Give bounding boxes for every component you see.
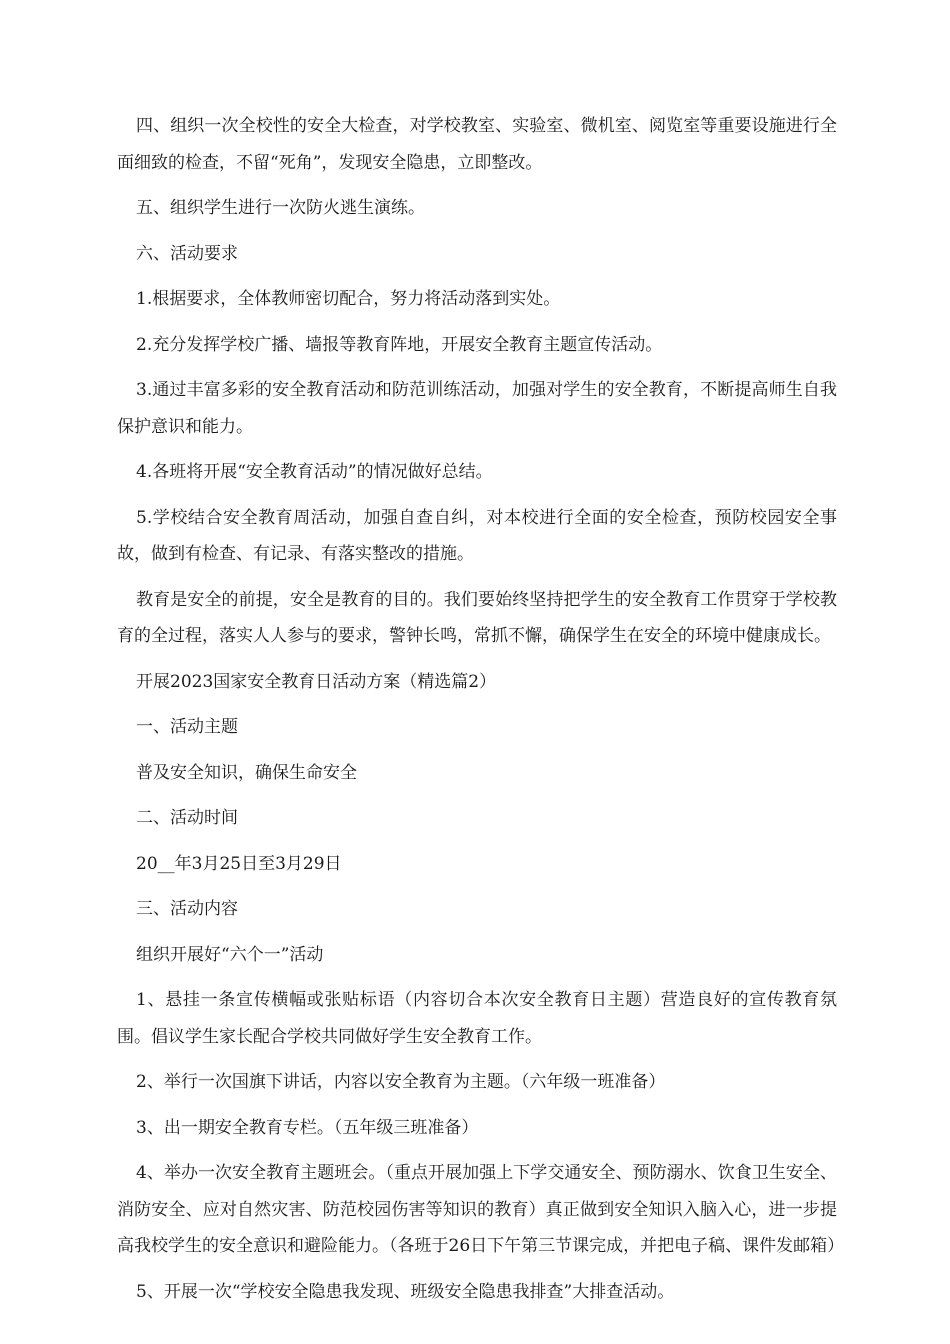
paragraph-item-1: 1、悬挂一条宣传横幅或张贴标语（内容切合本次安全教育日主题）营造良好的宣传教育氛围。倡议学生家长配合学校共同做好学生安全教育工作。 bbox=[117, 990, 837, 1047]
heading-activity-theme: 一、活动主题 bbox=[136, 717, 238, 737]
paragraph-conclusion: 教育是安全的前提，安全是教育的目的。我们要始终坚持把学生的安全教育工作贯穿于学校教育的全过程，落实人人参与的要求，警钟长鸣，常抓不懈，确保学生在安全的环境中健康成长。 bbox=[117, 589, 837, 646]
paragraph-requirement-1: 1.根据要求，全体教师密切配合，努力将活动落到实处。 bbox=[136, 289, 561, 309]
section-title-plan-2: 开展2023国家安全教育日活动方案（精选篇2） bbox=[136, 671, 497, 692]
document-page bbox=[117, 108, 845, 1319]
paragraph-requirement-4: 4.各班将开展“安全教育活动”的情况做好总结。 bbox=[136, 462, 493, 482]
heading-activity-requirements: 六、活动要求 bbox=[136, 243, 238, 264]
heading-activity-content: 三、活动内容 bbox=[136, 899, 238, 919]
paragraph-item-3: 3、出一期安全教育专栏。（五年级三班准备） bbox=[136, 1117, 479, 1138]
paragraph-inspection: 四、组织一次全校性的安全大检查，对学校教室、实验室、微机室、阅览室等重要设施进行全面细致的检查，不留“死角”，发现安全隐患，立即整改。 bbox=[117, 116, 837, 173]
paragraph-requirement-5: 5.学校结合安全教育周活动，加强自查自纠，对本校进行全面的安全检查，预防校园安全事故，做到有检查、有记录、有落实整改的措施。 bbox=[117, 507, 837, 564]
paragraph-item-5: 5、开展一次“学校安全隐患我发现、班级安全隐患我排查”大排查活动。 bbox=[136, 1281, 675, 1302]
paragraph-time: 20__年3月25日至3月29日 bbox=[136, 853, 342, 874]
paragraph-item-4: 4、举办一次安全教育主题班会。（重点开展加强上下学交通安全、预防溺水、饮食卫生安全、消防安全、应对自然灾害、防范校园伤害等知识的教育）真正做到安全知识入脑入心，进一步提高我校学生的安全意识和避险能力。（各班于26日下午第三节课完成，并把电子稿、课件发邮箱） bbox=[117, 1163, 845, 1256]
paragraph-item-2: 2、举行一次国旗下讲话，内容以安全教育为主题。（六年级一班准备） bbox=[136, 1072, 666, 1092]
paragraph-requirement-2: 2.充分发挥学校广播、墙报等教育阵地，开展安全教育主题宣传活动。 bbox=[136, 334, 663, 355]
paragraph-requirement-3: 3.通过丰富多彩的安全教育活动和防范训练活动，加强对学生的安全教育，不断提高师生自我保护意识和能力。 bbox=[117, 380, 837, 437]
paragraph-six-ones: 组织开展好“六个一”活动 bbox=[136, 944, 324, 965]
paragraph-fire-drill: 五、组织学生进行一次防火逃生演练。 bbox=[136, 198, 425, 218]
heading-activity-time: 二、活动时间 bbox=[136, 808, 238, 828]
paragraph-theme: 普及安全知识，确保生命安全 bbox=[136, 762, 357, 783]
